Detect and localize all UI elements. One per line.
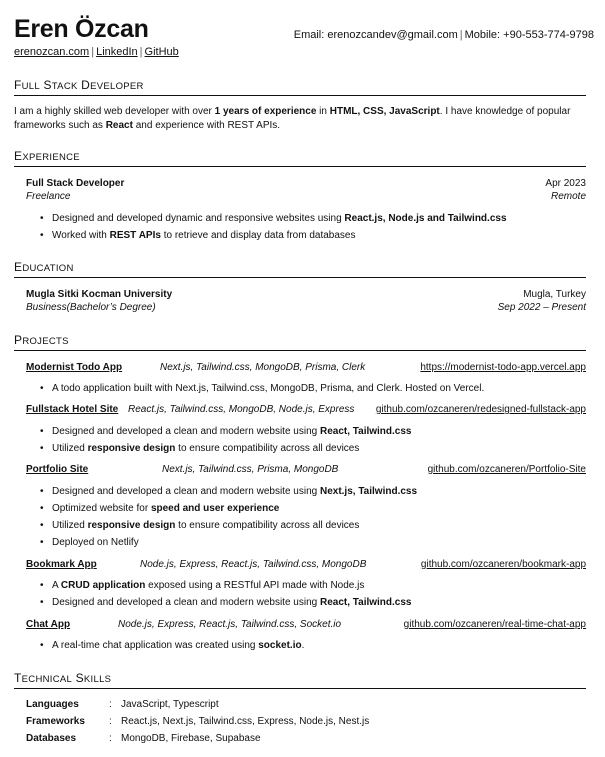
- skill-key: Languages: [26, 699, 79, 710]
- project-url[interactable]: github.com/ozcaneren/real-time-chat-app: [403, 619, 586, 630]
- education-dates: Sep 2022 – Present: [497, 302, 586, 313]
- list-item: • Designed and developed a clean and modern website using React, Tailwind.css: [40, 423, 580, 440]
- list-item: • Worked with REST APIs to retrieve and display data from databases: [40, 227, 580, 244]
- project-url[interactable]: https://modernist-todo-app.vercel.app: [420, 362, 586, 373]
- list-item: • A real-time chat application was created using socket.io.: [40, 637, 580, 654]
- project-url[interactable]: github.com/ozcaneren/redesigned-fullstack-app: [375, 404, 586, 415]
- skills-title: TECHNICAL SKILLS: [14, 671, 586, 689]
- list-item: • Utilized responsive design to ensure compatibility across all devices: [40, 440, 580, 457]
- project-header: [26, 403, 586, 416]
- email-link[interactable]: erenozcandev@gmail.com: [327, 29, 458, 41]
- project-name[interactable]: Fullstack Hotel Site: [26, 404, 119, 415]
- project-header: [26, 361, 586, 374]
- summary-text: I am a highly skilled web developer with over 1 years of experience in HTML, CSS, JavaScript. I have knowledge of popular frameworks such as React and experience with REST APIs.: [14, 106, 571, 131]
- list-item: • A CRUD application exposed using a RESTful API made with Node.js: [40, 577, 580, 594]
- mobile-number: +90-553-774-9798: [503, 29, 594, 41]
- summary-title: FULL STACK DEVELOPER: [14, 78, 586, 96]
- school-location: Mugla, Turkey: [523, 289, 586, 300]
- list-item: • Utilized responsive design to ensure compatibility across all devices: [40, 517, 580, 534]
- project-name[interactable]: Portfolio Site: [26, 464, 89, 475]
- skill-value: JavaScript, Typescript: [121, 699, 219, 710]
- project-name[interactable]: Modernist Todo App: [26, 362, 123, 373]
- job-role: Full Stack Developer: [26, 178, 125, 189]
- person-name: Eren Özcan: [14, 15, 149, 43]
- email-label: Email:: [293, 29, 325, 41]
- list-item: • Designed and developed a clean and modern website using React, Tailwind.css: [40, 594, 580, 611]
- education-title: EDUCATION: [14, 260, 586, 278]
- project-header: [26, 618, 586, 631]
- project-tech: Next.js, Tailwind.css, Prisma, MongoDB: [162, 464, 339, 475]
- project-bullets: [40, 637, 580, 654]
- profile-links: erenozcan.com | LinkedIn | GitHub: [14, 46, 179, 58]
- job-location: Remote: [550, 191, 586, 202]
- project-tech: React.js, Tailwind.css, MongoDB, Node.js, Express: [128, 404, 355, 415]
- skill-key: Frameworks: [26, 716, 85, 727]
- skill-key: Databases: [26, 733, 77, 744]
- website-link[interactable]: erenozcan.com: [14, 46, 90, 58]
- experience-bullets: [40, 210, 580, 244]
- job-company: Freelance: [26, 191, 71, 202]
- project-bullets: [40, 483, 580, 551]
- project-header: [26, 558, 586, 571]
- linkedin-link[interactable]: LinkedIn: [96, 46, 138, 58]
- degree: Business(Bachelor’s Degree): [26, 302, 156, 313]
- contact-info: Email: erenozcandev@gmail.com | Mobile: +90-553-774-9798: [293, 29, 594, 41]
- project-bullets: [40, 577, 580, 611]
- project-bullets: [40, 423, 580, 457]
- skill-value: MongoDB, Firebase, Supabase: [121, 733, 261, 744]
- list-item: • Designed and developed a clean and modern website using Next.js, Tailwind.css: [40, 483, 580, 500]
- mobile-label: Mobile:: [464, 29, 501, 41]
- project-bullets: [40, 380, 580, 397]
- list-item: • Designed and developed dynamic and responsive websites using React.js, Node.js and Tailwind.css: [40, 210, 580, 227]
- project-name[interactable]: Bookmark App: [26, 559, 97, 570]
- job-date: Apr 2023: [545, 178, 586, 189]
- project-tech: Node.js, Express, React.js, Tailwind.css, Socket.io: [118, 619, 342, 630]
- list-item: • Optimized website for speed and user experience: [40, 500, 580, 517]
- project-name[interactable]: Chat App: [26, 619, 71, 630]
- list-item: • Deployed on Netlify: [40, 534, 580, 551]
- projects-title: PROJECTS: [14, 333, 586, 351]
- list-item: • A todo application built with Next.js, Tailwind.css, MongoDB, Prisma, and Clerk. Hosted on Vercel.: [40, 380, 580, 397]
- project-url[interactable]: github.com/ozcaneren/Portfolio-Site: [427, 464, 586, 475]
- project-header: [26, 463, 586, 476]
- github-link[interactable]: GitHub: [144, 46, 179, 58]
- experience-title: EXPERIENCE: [14, 149, 586, 167]
- project-tech: Next.js, Tailwind.css, MongoDB, Prisma, Clerk: [160, 362, 366, 373]
- project-url[interactable]: github.com/ozcaneren/bookmark-app: [420, 559, 586, 570]
- school-name: Mugla Sitki Kocman University: [26, 289, 173, 300]
- project-tech: Node.js, Express, React.js, Tailwind.css, MongoDB: [140, 559, 367, 570]
- skill-value: React.js, Next.js, Tailwind.css, Express, Node.js, Nest.js: [121, 716, 370, 727]
